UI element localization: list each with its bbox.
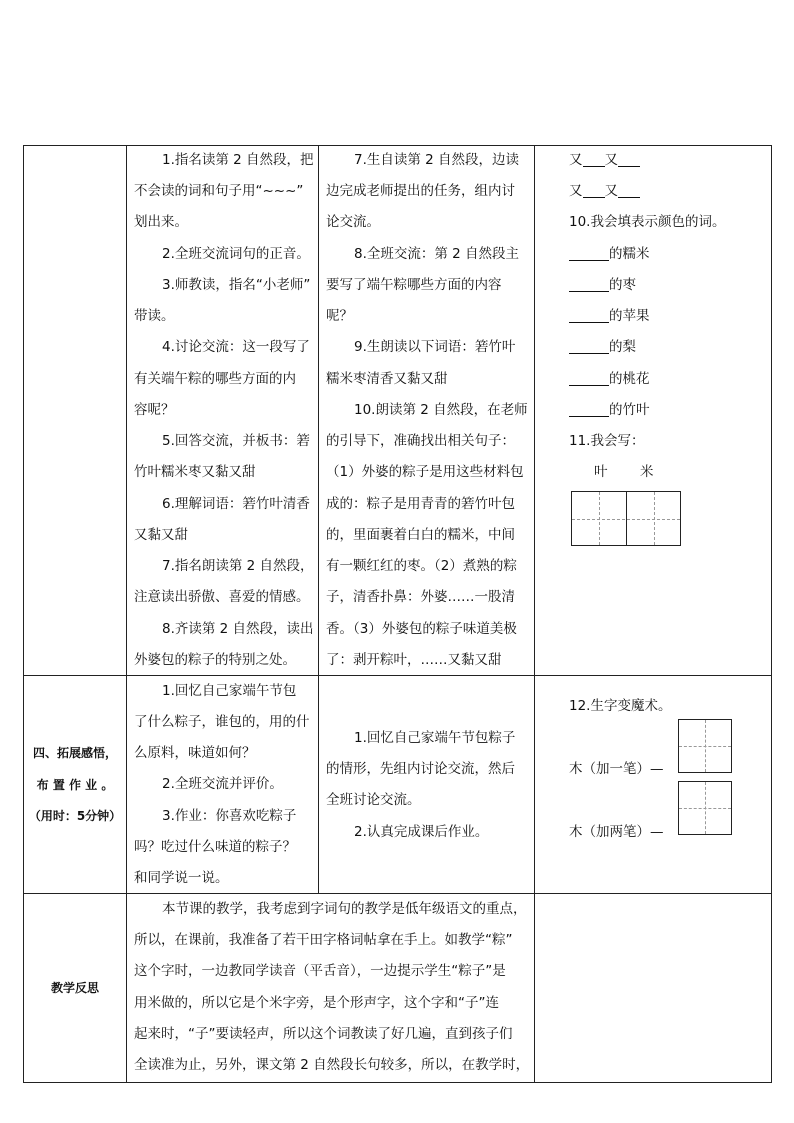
row1-teacher-line: 3.师教读，指名“小老师” (162, 277, 311, 293)
row1-teacher-line: 有关端午粽的哪些方面的内 (134, 371, 296, 387)
table-right-border (771, 145, 772, 1083)
row2-student-line: 全班讨论交流。 (326, 792, 421, 808)
color-fill-item: 的糯米 (569, 239, 650, 270)
row2-teacher-line: 和同学说一说。 (134, 870, 229, 886)
stage-title-line-2: 布 置 作 业 。 (36, 778, 114, 792)
row1-teacher-line: 外婆包的粽子的特别之处。 (134, 652, 296, 668)
column-divider-label (126, 145, 127, 1083)
row2-teacher-line: 了什么粽子，谁包的，用的什 (134, 714, 310, 730)
blank-line (569, 337, 609, 354)
tianzige-grid (571, 491, 681, 546)
row1-teacher-line: 带读。 (134, 308, 175, 324)
row1-teacher-line: 6.理解词语：箬竹叶清香 (162, 496, 310, 512)
color-fill-item: 的梨 (569, 332, 636, 363)
question-12-title: 12.生字变魔术。 (569, 698, 672, 714)
row1-student-line: 8.全班交流：第 2 自然段主 (354, 246, 520, 262)
row1-student-line: 边完成老师提出的任务，组内讨 (326, 183, 515, 199)
you-you-line-1: 又 又 (569, 145, 640, 176)
stage-title-line-1: 四、拓展感悟， (32, 746, 117, 760)
reflection-line: 所以，在课前，我准备了若干田字格词帖拿在手上。如教学“粽” (134, 932, 513, 948)
row2-teacher-line: 3.作业：你喜欢吃粽子 (162, 808, 297, 824)
blank-line (569, 275, 609, 292)
row1-student-line: 糯米枣清香又黏又甜 (326, 371, 448, 387)
row1-teacher-line: 2.全班交流词句的正音。 (162, 246, 310, 262)
table-bottom-border (23, 1082, 772, 1083)
stage-title-line-3: （用时：5分钟） (28, 809, 122, 823)
row1-student-line: 论交流。 (326, 214, 380, 230)
question-11-title: 11.我会写： (569, 433, 645, 449)
column-divider-student (534, 145, 535, 1083)
column-divider-teacher (318, 145, 319, 894)
color-fill-item: 的桃花 (569, 364, 650, 395)
blank-line (569, 369, 609, 386)
blank-line (569, 244, 609, 261)
row2-student-line: 2.认真完成课后作业。 (354, 824, 489, 840)
row1-teacher-line: 不会读的词和句子用“~~~” (134, 183, 304, 199)
reflection-line: 全读准为止，另外，课文第 2 自然段长句较多，所以，在教学时， (134, 1057, 530, 1073)
tianzige-box (678, 781, 732, 835)
reflection-line: 用米做的，所以它是个米字旁，是个形声字，这个字和“子”连 (134, 995, 499, 1011)
row1-student-line: 的引导下，准确找出相关句子： (326, 433, 515, 449)
row1-teacher-line: 划出来。 (134, 214, 188, 230)
row1-student-line: 9.生朗读以下词语：箬竹叶 (354, 339, 516, 355)
row2-teacher-line: 1.回忆自己家端午节包 (162, 683, 297, 699)
row1-teacher-line: 1.指名读第 2 自然段，把 (162, 152, 314, 168)
row1-student-line: （1）外婆的粽子是用这些材料包 (326, 464, 524, 480)
row1-teacher-line: 7.指名朗读第 2 自然段， (162, 558, 314, 574)
row1-teacher-line: 8.齐读第 2 自然段，读出 (162, 621, 314, 637)
color-fill-item: 的枣 (569, 270, 636, 301)
row1-student-line: 子，清香扑鼻：外婆……一股清 (326, 589, 515, 605)
row1-student-line: 成的：粽子是用青青的箬竹叶包 (326, 496, 515, 512)
color-fill-item: 的苹果 (569, 301, 650, 332)
row2-teacher-line: 2.全班交流并评价。 (162, 776, 283, 792)
row1-teacher-line: 竹叶糯米枣又黏又甜 (134, 464, 256, 480)
blank-line (583, 150, 605, 167)
blank-line (583, 181, 605, 198)
row1-teacher-line: 4.讨论交流：这一段写了 (162, 339, 310, 355)
practice-char-ye: 叶 (594, 464, 608, 480)
row2-teacher-line: 么原料，味道如何？ (134, 745, 256, 761)
question-10-title: 10.我会填表示颜色的词。 (569, 214, 726, 230)
row1-student-line: 有一颗红红的枣。（2）煮熟的粽 (326, 558, 517, 574)
color-fill-item: 的竹叶 (569, 395, 650, 426)
practice-char-mi: 米 (640, 464, 654, 480)
reflection-label: 教学反思 (50, 981, 99, 995)
row1-student-line: 了：剥开粽叶，……又黏又甜 (326, 652, 502, 668)
row1-teacher-line: 又黏又甜 (134, 527, 188, 543)
reflection-line: 本节课的教学，我考虑到字词句的教学是低年级语文的重点， (162, 901, 527, 917)
tianzige-box (678, 719, 732, 773)
reflection-line: 这个字时，一边教同学读音（平舌音），一边提示学生“粽子”是 (134, 963, 506, 979)
row1-student-line: 10.朗读第 2 自然段，在老师 (354, 402, 528, 418)
row1-student-line: 香。（3）外婆包的粽子味道美极 (326, 621, 517, 637)
mu-add-two-strokes: 木（加两笔）— (569, 824, 664, 840)
table-left-border (23, 145, 24, 1083)
blank-line (618, 181, 640, 198)
you-you-line-2: 又 又 (569, 176, 640, 207)
row1-student-line: 的，里面裹着白白的糯米，中间 (326, 527, 515, 543)
row1-student-line: 7.生自读第 2 自然段，边读 (354, 152, 520, 168)
reflection-line: 起来时，“子”要读轻声，所以这个词教读了好几遍，直到孩子们 (134, 1026, 513, 1042)
row1-teacher-line: 5.回答交流，并板书：箬 (162, 433, 310, 449)
blank-line (618, 150, 640, 167)
blank-line (569, 400, 609, 417)
row1-teacher-line: 注意读出骄傲、喜爱的情感。 (134, 589, 310, 605)
row2-teacher-line: 吗？吃过什么味道的粽子？ (134, 839, 296, 855)
row1-student-line: 呢？ (326, 308, 353, 324)
row2-student-line: 的情形，先组内讨论交流，然后 (326, 761, 515, 777)
mu-add-one-stroke: 木（加一笔）— (569, 761, 664, 777)
blank-line (569, 306, 609, 323)
row1-teacher-line: 容呢？ (134, 402, 175, 418)
row2-student-line: 1.回忆自己家端午节包粽子 (354, 730, 516, 746)
row1-student-line: 要写了端午粽哪些方面的内容 (326, 277, 502, 293)
